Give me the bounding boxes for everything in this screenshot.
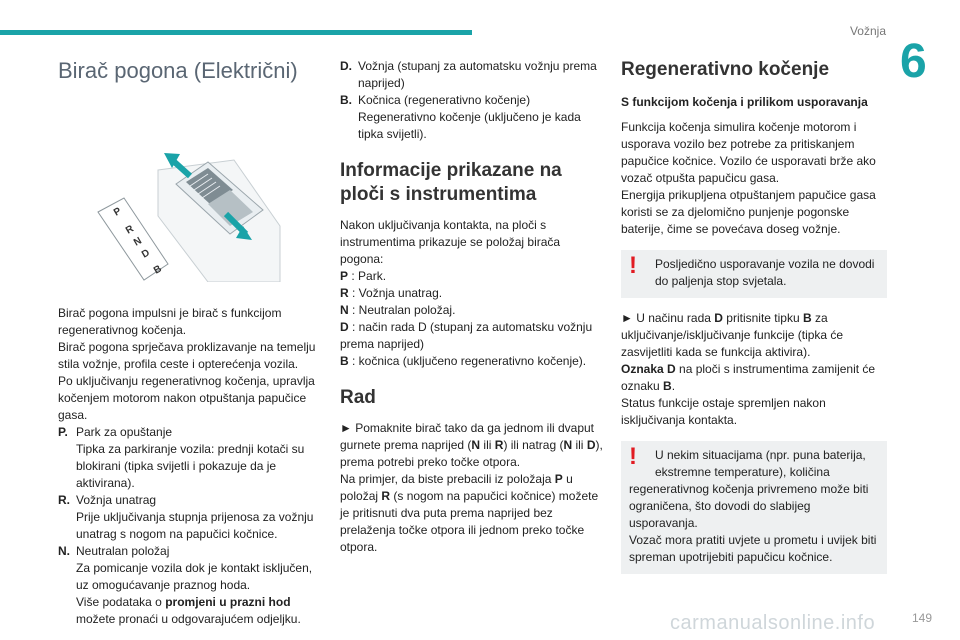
info-line [340,319,603,353]
info-value: : način rada D (stupanj za automatsku vožnju prema naprijed) [340,320,593,351]
info-intro: Nakon uključivanja kontakta, na ploči s instrumentima prikazuje se položaj birača pogona: [340,218,561,266]
gear-letter-d: D [140,247,152,261]
mode-paragraph: ► U načinu rada D pritisnite tipku B za uključivanje/isključivanje funkcije (tipka će zasvijetliti kada se funkcija aktivira). [621,311,844,359]
heading-rad: Rad [340,387,376,408]
warning-text: U nekim situacijama (npr. puna baterija, ekstremne temperature), količina [655,448,866,479]
watermark: carmanualsonline.info [670,612,876,634]
column-3 [621,58,887,586]
warning-text: Vozač mora pratiti uvjete u prometu i uvijek biti spreman upotrijebiti papučicu kočnice. [629,533,877,564]
item-description: Za pomicanje vozila dok je kontakt isključen, uz omogućavanje praznog hoda. [76,561,313,592]
warning-text: Posljedično usporavanje vozila ne dovodi do paljenja stop svjetala. [655,257,875,288]
item-key: D. [340,59,352,73]
gear-letter-p: P [112,205,124,219]
subheading: S funkcijom kočenja i prilikom usporavanja [621,95,868,109]
status-paragraph: Status funkcije ostaje spremljen nakon isključivanja kontakta. [621,396,826,427]
info-key: D [340,320,349,334]
info-value: : Neutralan položaj. [348,303,456,317]
section-name: Vožnja [849,24,886,38]
info-line [340,268,603,285]
more-info-text: Više podataka o [76,595,166,609]
item-title: Neutralan položaj [76,544,170,558]
info-key: B [340,354,349,368]
item-description: Prije uključivanja stupnja prijenosa za vožnju unatrag s nogom na papučici kočnice. [76,510,314,541]
item-description: Kočnica (regenerativno kočenje) Regenerativno kočenje (uključeno je kada tipka svijetli). [358,93,581,141]
page-number: 149 [911,611,932,625]
info-value: : Vožnja unatrag. [348,286,443,300]
more-info-text: možete pronaći u odgovarajućem odjeljku. [76,612,301,626]
info-line [340,353,603,370]
column-2 [340,58,603,556]
list-item [340,92,603,143]
item-key: N. [58,544,70,558]
warning-box [621,250,887,298]
info-value: : Park. [348,269,387,283]
chapter-number: 6 [900,35,927,88]
heading-instrument-info: Informacije prikazane na ploči s instrumentima [340,160,562,205]
item-key: P. [58,425,68,439]
column-1 [58,58,320,628]
info-key: R [340,286,349,300]
item-key: B. [340,93,352,107]
rad-paragraph-2: Na primjer, da biste prebacili iz položaja P u položaj R (s nogom na papučici kočnice) možete je pritisnuti dva puta prema naprijed bez prelaženja točke otpora ili jednom preko točke otpora. [340,472,599,554]
gear-selector-illustration [58,98,320,282]
gear-letter-n: N [132,235,144,249]
intro-paragraph-3: Po uključivanju regenerativnog kočenja, upravlja kočenjem motorom nakon otpuštanja papučice gasa. [58,374,315,422]
item-more-info [76,594,320,628]
regen-paragraph-2: Energija prikupljena otpuštanjem papučice gasa koristi se za djelomično punjenje pogonske baterije, čime se povećava doseg vožnje. [621,188,876,236]
intro-paragraph-2: Birač pogona sprječava proklizavanje na temelju stila vožnje, profila ceste i opterećenja vozila. [58,340,316,371]
intro-paragraph-1: Birač pogona impulsni je birač s funkcijom regenerativnog kočenja. [58,306,282,337]
item-title: Vožnja unatrag [76,493,157,507]
item-key: R. [58,493,70,507]
item-description: Tipka za parkiranje vozila: prednji kotači su blokirani (tipka svijetli i pokazuje da je aktivirana). [76,442,305,490]
gear-letter-r: R [124,223,136,237]
info-value: : kočnica (uključeno regenerativno kočenje). [348,354,587,368]
header-accent-bar [0,30,472,35]
cross-reference-link[interactable]: promjeni u prazni hod [165,595,291,609]
info-line [340,285,603,302]
info-line [340,302,603,319]
list-item [58,424,320,492]
heading-regen-braking: Regenerativno kočenje [621,59,830,80]
page-title: Birač pogona (Električni) [58,58,298,83]
warning-exclamation-icon: ! [629,443,637,470]
warning-box [621,441,887,574]
list-item [340,58,603,92]
warning-text: regenerativnog kočenja privremeno može biti ograničena, što dovodi do slabijeg usporavanja. [629,482,869,530]
oznaka-paragraph: Oznaka D na ploči s instrumentima zamijenit će oznaku B. [621,362,876,393]
list-item [58,492,320,543]
rad-paragraph-1: ► Pomaknite birač tako da ga jednom ili dvaput gurnete prema naprijed (N ili R) ili natrag (N ili D), prema potrebi preko točke otpora. [340,421,603,469]
info-key: N [340,303,349,317]
gear-letter-b: B [152,263,164,277]
regen-paragraph-1: Funkcija kočenja simulira kočenje motorom i usporava vozilo bez potrebe za pritiskanjem papučice kočnice. Vozilo će usporavati brže ako vozač otpušta papučicu gasa. [621,120,876,185]
item-title: Park za opuštanje [76,425,173,439]
item-description: Vožnja (stupanj za automatsku vožnju prema naprijed) [358,59,597,90]
warning-exclamation-icon: ! [629,252,637,279]
info-key: P [340,269,349,283]
list-item [58,543,320,628]
